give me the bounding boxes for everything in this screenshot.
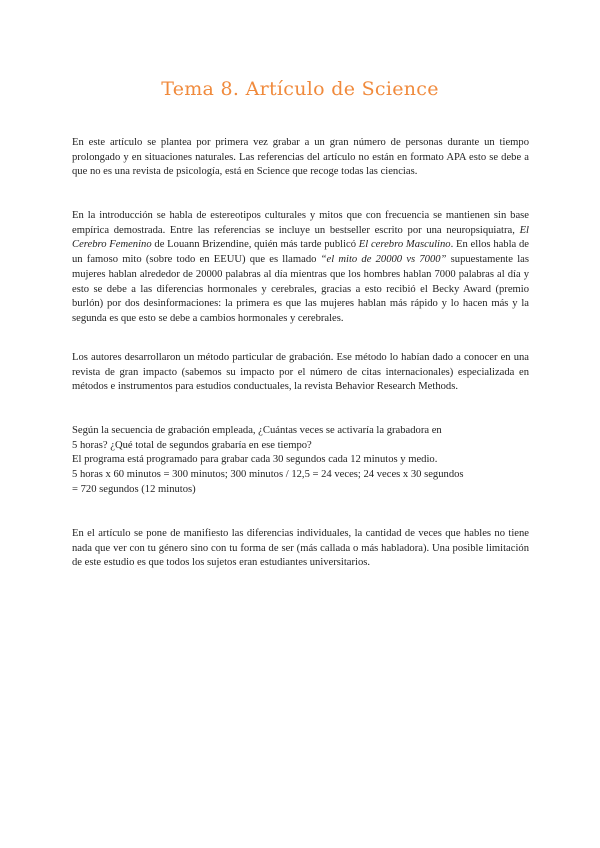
paragraph-conclusion: En el artículo se pone de manifiesto las diferencias individuales, la cantidad de veces que hables no tiene nada que ver con tu género sino con tu forma de ser (más callada o más habladora). Una posible limitación de este estudio es que todos los sujetos eran estudiantes universitarios. — [72, 528, 529, 569]
paragraph-myths-text-2: de Louann Brizendine, quién más tarde publicó — [151, 239, 359, 251]
program-line: El programa está programado para grabar cada 30 segundos cada 12 minutos y medio. — [72, 454, 438, 466]
myth-name: “el mito de 20000 vs 7000” — [320, 254, 447, 266]
paragraph-myths-text-3: . En ellos habla de un famoso mito (sobre todo en EEUU) que es llamado — [72, 239, 530, 266]
paragraph-myths-text-4: supuestamente las mujeres hablan alrededor de 20000 palabras al día mientras que los hombres hablan 7000 palabras al día y esto se debe a las diferencias hormonales y cerebrales, gracias a esto recibió el Becky Award (premio burlón) por dos desinformaciones: la primera es que las mujeres hablan más rápido y lo hacen más y la segunda es que esto se debe a cambios hormonales y cerebrales. — [72, 254, 529, 324]
question-line-1: Según la secuencia de grabación empleada, ¿Cuántas veces se activaría la grabadora en — [72, 425, 442, 436]
paragraph-intro: En este artículo se plantea por primera vez grabar a un gran número de personas durante un tiempo prolongado y en situaciones naturales. Las referencias del artículo no están en formato APA esto se debe a que no es una revista de psicología, está en Science que recoge todas las ciencias. — [72, 137, 529, 178]
paragraph-myths-text-1: En la introducción se habla de estereotipos culturales y mitos que con frecuencia se mantienen sin base empírica demostrada. Entre las referencias se incluye un bestseller escrito por una neuropsiquiatra, — [72, 210, 529, 236]
calculation-line-1: 5 horas x 60 minutos = 300 minutos; 300 minutos / 12,5 = 24 veces; 24 veces x 30 segundos — [72, 469, 464, 481]
paragraph-myths — [72, 209, 529, 327]
book-title-male-brain: El cerebro Masculino — [358, 239, 451, 251]
question-line-2: 5 horas? ¿Qué total de segundos grabaría en ese tiempo? — [72, 439, 312, 451]
book-title-female-brain: El Cerebro Femenino — [72, 224, 529, 251]
paragraph-calculation — [72, 424, 529, 498]
page-title: Tema 8. Artículo de Science — [161, 78, 439, 100]
paragraph-method: Los autores desarrollaron un método particular de grabación. Ese método lo habían dado a conocer en una revista de gran impacto (sabemos su impacto por el número de citas internacionales) especializada en métodos e instrumentos para estudios conductuales, la revista Behavior Research Methods. — [72, 352, 529, 393]
calculation-line-2: = 720 segundos (12 minutos) — [72, 483, 196, 495]
